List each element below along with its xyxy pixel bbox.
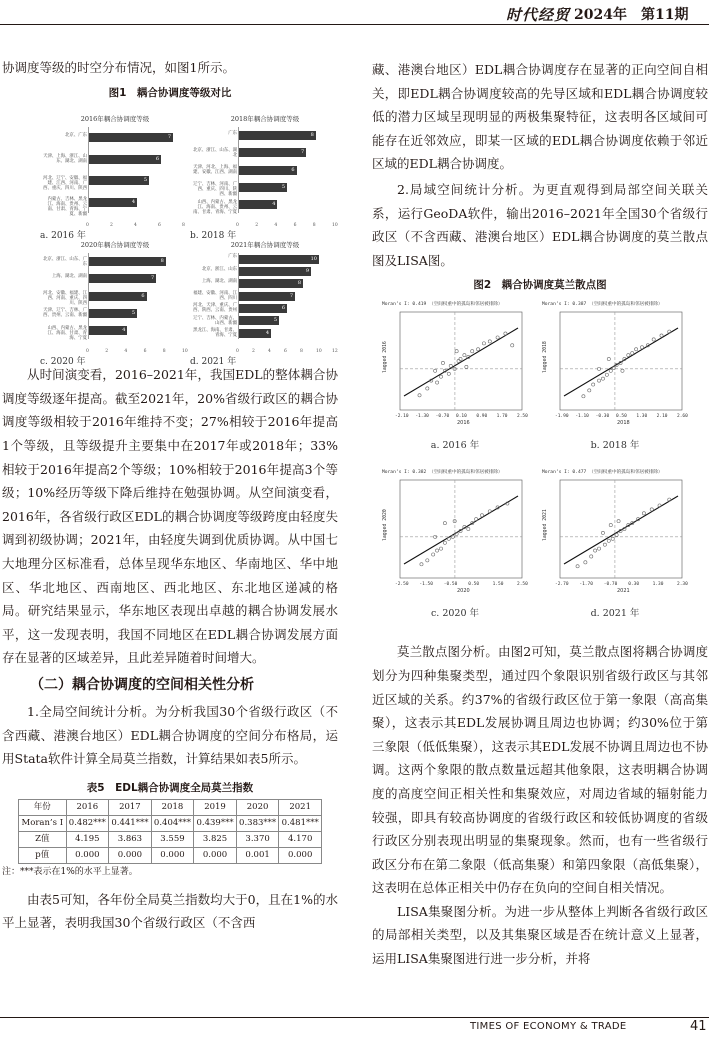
header-rule: [0, 24, 709, 25]
bar-value-label: 4: [265, 329, 269, 336]
bar: [239, 316, 279, 325]
data-point: [426, 387, 429, 390]
bar: [239, 166, 297, 175]
data-point: [594, 549, 597, 552]
table-cell: 0.481***: [279, 815, 322, 831]
data-point: [609, 524, 612, 527]
bar-value-label: 7: [167, 134, 171, 141]
scatter-plot: [540, 466, 690, 601]
x-tick-label: 4: [274, 223, 278, 229]
x-tick-label: -0.30: [595, 414, 610, 420]
bar-category-label: 河北、天津、重庆、广西、陕西、云南、贵州: [193, 303, 237, 314]
bar-value-label: 6: [291, 166, 295, 173]
data-point: [443, 541, 446, 544]
x-tick-label: 0.50: [616, 414, 627, 420]
bar: [89, 274, 156, 283]
bar: [239, 148, 306, 157]
data-point: [650, 508, 653, 511]
x-tick-label: -0.70: [603, 582, 618, 588]
bar-value-label: 10: [310, 255, 317, 262]
bar-value-label: 7: [289, 292, 293, 299]
table-cell: 0.000: [151, 847, 194, 863]
x-tick-label: -0.50: [443, 582, 458, 588]
table-header-cell: 2017: [109, 799, 152, 815]
bar: [89, 309, 137, 318]
bar-category-label: 黑龙江、海南、甘肃、青海、宁夏: [193, 328, 237, 339]
x-axis: [236, 339, 338, 355]
figure1-bar-charts: [2, 109, 338, 368]
bar-category-label: 上海、湖北、湖南: [51, 273, 87, 279]
data-point: [588, 389, 591, 392]
journal-name: 时代经贸: [506, 6, 571, 24]
paragraph-scatter-analysis: 莫兰散点图分析。由图2可知，莫兰散点图将耦合协调度划分为四种集聚类型，通过四个象限识别省级行政区与其邻近区域的关系。约37%的省级行政区位于第一象限（高高集聚），这表示其EDL发展协调且周边也协调；约30%位于第三象限（低低集聚），这表示其EDL发展不协调且周边也不协调。这两个象限的散点数量远超其他象限，这表明耦合协调度的高度空间正相关性和集聚效应，对周边省域的辐射能力较强，即具有较高协调度的省级行政区和较低协调度的省级行政区分别表现出明显的集聚现象。然而，也有一些省级行政区分布在第二象限（低高集聚）和第四象限（高低集聚），这表明在总体正相关中仍存在负向的空间自相关情况。: [372, 644, 708, 896]
scatter-plot: [380, 298, 530, 433]
data-point: [449, 365, 452, 368]
x-tick-label: 0.90: [476, 414, 488, 420]
x-tick-label: 1.70: [496, 414, 508, 420]
x-tick-label: 10: [332, 223, 338, 229]
bar-value-label: 5: [273, 317, 277, 324]
data-point: [488, 340, 491, 343]
figure2-caption: 图2 耦合协调度莫兰散点图: [473, 279, 607, 292]
panel-label: d. 2021 年: [190, 357, 237, 368]
x-tick-label: 4: [134, 223, 137, 229]
bar-area: [193, 127, 335, 215]
x-tick-label: 0.10: [456, 414, 467, 420]
plot-frame: [560, 480, 682, 578]
x-tick-label: 2.60: [677, 414, 688, 420]
data-point: [435, 549, 438, 552]
bar: [89, 133, 173, 142]
panel-label: c. 2020 年: [40, 357, 86, 368]
footer-rule: [0, 1017, 709, 1018]
x-tick-label: 2: [105, 349, 109, 355]
table-cell: 4.195: [66, 831, 109, 847]
x-tick-label: 8: [312, 223, 316, 229]
bar: [239, 183, 287, 192]
x-tick-label: -1.10: [575, 414, 589, 420]
bar: [89, 292, 147, 301]
bar-category-label: 山西、内蒙古、黑龙江、海南、贵州、云南、甘肃、青海、宁夏: [193, 199, 237, 215]
scatter-plot: [380, 466, 530, 601]
table-cell: 3.825: [194, 831, 237, 847]
x-axis-label: 2016: [457, 420, 470, 427]
x-tick-label: 0: [86, 223, 89, 229]
bar-category-label: 广东: [228, 130, 237, 136]
paragraph-lisa-analysis: LISA集聚图分析。为进一步从整体上判断各省级行政区的局部相关类型，以及其集聚区域是否在统计意义上显著，运用LISA集聚图进行进一步分析，并将: [372, 903, 708, 967]
x-tick-label: 4: [268, 349, 271, 355]
bar-category-label: 河北、安徽、福建、江西、河南、重庆、四川、陕西: [43, 291, 87, 307]
moran-scatter-panel: [380, 466, 530, 620]
table-row: [19, 847, 322, 863]
bar-area: [43, 127, 185, 218]
table-cell: p值: [19, 847, 67, 863]
bar-value-label: 5: [281, 183, 285, 190]
data-point: [642, 512, 645, 515]
table-cell: 0.383***: [236, 815, 279, 831]
table-cell: 0.000: [66, 847, 109, 863]
bar-value-label: 5: [143, 177, 147, 184]
bar-category-label: 福建、安徽、河南、江西、四川: [193, 291, 237, 302]
table-cell: 0.001: [236, 847, 279, 863]
data-point: [457, 360, 460, 363]
bar-category-label: 辽宁、吉林、河南、广西、重庆、四川、陕西、新疆: [193, 182, 237, 198]
x-tick-label: -0.70: [435, 414, 450, 420]
bar: [89, 198, 137, 207]
x-tick-label: 8: [300, 349, 303, 355]
regression-line: [564, 328, 678, 396]
bar: [239, 279, 303, 288]
bar-value-label: 4: [122, 327, 126, 334]
x-tick-label: -1.90: [555, 414, 569, 420]
table-header-cell: 2019: [194, 799, 237, 815]
data-point: [476, 348, 479, 351]
table5-caption: 表5 EDL耦合协调度全局莫兰指数: [86, 781, 254, 794]
data-point: [597, 547, 600, 550]
bar-category-label: 北京、浙江、山东、广东: [43, 256, 87, 267]
bar-chart-title: 2018年耦合协调度等级: [230, 115, 300, 124]
panel-label: a. 2016 年: [40, 231, 86, 242]
data-point: [592, 383, 595, 386]
table-header-cell: 2021: [279, 799, 322, 815]
bar-value-label: 6: [141, 292, 145, 299]
paragraph-continuation: 藏、港澳台地区）EDL耦合协调度存在显著的正向空间自相关，即EDL耦合协调度较高的先导区域和EDL耦合协调度较低的潜力区域呈现明显的两极集聚特征，这表明各区域间可能存在近邻效应，即某一区域的EDL耦合协调度依赖于邻近区域的EDL耦合协调度。: [372, 62, 708, 172]
x-axis-label: 2018: [617, 420, 630, 427]
x-tick-label: 2.10: [656, 414, 668, 420]
data-point: [459, 358, 462, 361]
table-cell: 4.170: [279, 831, 322, 847]
paragraph-intro: 协调度等级的时空分布情况，如图1所示。: [2, 60, 235, 75]
moran-index-label: Moran’s I: 0.477 （空间权重中的孤岛和邻居被排除）: [542, 470, 663, 476]
data-point: [439, 547, 442, 550]
data-point: [426, 559, 429, 562]
panel-label: a. 2016 年: [430, 440, 480, 452]
figure1-caption: 图1 耦合协调度等级对比: [108, 86, 232, 99]
table-cell: 3.559: [151, 831, 194, 847]
x-tick-label: -1.50: [419, 582, 433, 588]
regression-line: [404, 496, 518, 564]
bar: [239, 292, 295, 301]
bar-chart-panel: [190, 115, 340, 242]
x-axis-label: 2021: [617, 588, 630, 595]
paragraph-local-stats: 2.局域空间统计分析。为更直观得到局部空间关联关系，运行GeoDA软件，输出2016–2021年全国30个省级行政区（不含西藏、港澳台地区）EDL耦合协调度的莫兰散点图及LISA图。: [372, 181, 708, 268]
data-point: [439, 375, 442, 378]
data-point: [420, 563, 423, 566]
x-tick-label: 10: [182, 349, 188, 355]
plot-frame: [400, 480, 522, 578]
bar-value-label: 6: [281, 304, 285, 311]
x-tick-label: 6: [284, 349, 287, 355]
x-tick-label: 0: [86, 349, 89, 355]
x-axis: [86, 213, 185, 229]
x-tick-label: -1.30: [415, 414, 429, 420]
bar: [89, 176, 149, 185]
bar-category-label: 上海、湖北、湖南: [201, 278, 237, 284]
table-cell: 0.482***: [66, 815, 109, 831]
bar-category-label: 广东: [228, 254, 237, 260]
moran-index-label: Moran’s I: 0.419 （空间权重中的孤岛和邻居被排除）: [382, 302, 503, 308]
table-header-cell: 2020: [236, 799, 279, 815]
bar-value-label: 8: [160, 258, 164, 265]
x-tick-label: 0: [236, 223, 239, 229]
bar-value-label: 7: [301, 149, 305, 156]
x-tick-label: 8: [182, 223, 185, 229]
x-tick-label: 0.30: [628, 582, 640, 588]
x-tick-label: 6: [158, 223, 161, 229]
table-header-cell: 2018: [151, 799, 194, 815]
bar-value-label: 5: [131, 309, 135, 316]
data-point: [480, 514, 483, 517]
regression-line: [404, 328, 518, 396]
paragraph-table-interpretation: 由表5可知，各年份全局莫兰指数均大于0，且在1%的水平上显著，表明我国30个省级行政区（不含西: [2, 891, 338, 931]
bar-chart-title: 2016年耦合协调度等级: [80, 115, 150, 124]
data-point: [601, 532, 604, 535]
table-cell: Moran’s I: [19, 815, 67, 831]
bar-category-label: 天津、河北、上海、福建、安徽、江西、湖南: [193, 165, 237, 176]
table-header-cell: 年份: [19, 799, 67, 815]
bar-area: [193, 253, 335, 339]
data-point: [631, 352, 634, 355]
x-tick-label: 1.30: [652, 582, 664, 588]
data-point: [652, 338, 655, 341]
bar-category-label: 北京、广东: [65, 132, 87, 138]
x-tick-label: 2.50: [517, 414, 528, 420]
left-column: [2, 60, 338, 935]
data-point: [471, 350, 474, 353]
bar: [89, 257, 166, 266]
table-cell: 0.439***: [194, 815, 237, 831]
data-point: [496, 336, 499, 339]
x-tick-label: 6: [143, 349, 147, 355]
data-point: [441, 362, 444, 365]
right-column: [372, 58, 708, 971]
table-cell: Z值: [19, 831, 67, 847]
x-tick-label: 2.50: [517, 582, 528, 588]
journal-english-name: TIMES OF ECONOMY & TRADE: [470, 1021, 627, 1032]
x-tick-label: 1.30: [636, 414, 648, 420]
table-header-row: [19, 799, 322, 815]
paragraph-global-stats: 1.全局空间统计分析。为分析我国30个省级行政区（不含西藏、港澳台地区）EDL耦合协调度的空间分布格局，运用Stata软件计算全局莫兰指数，计算结果如表5所示。: [2, 703, 338, 767]
x-axis: [236, 213, 338, 229]
data-point: [607, 540, 610, 543]
plot-frame: [400, 312, 522, 410]
data-point: [465, 366, 468, 369]
bar-chart-panel: [40, 115, 190, 242]
bar: [239, 267, 311, 276]
data-point: [607, 358, 610, 361]
y-axis-label: lagged 2020: [383, 509, 388, 542]
x-tick-label: 1.50: [492, 582, 504, 588]
y-axis-label: lagged 2016: [383, 341, 388, 374]
data-point: [605, 373, 608, 376]
bar-chart-title: 2020年耦合协调度等级: [80, 241, 150, 250]
bar-chart-title: 2021年耦合协调度等级: [230, 241, 300, 250]
x-tick-label: 10: [316, 349, 322, 355]
panel-label: b. 2018 年: [190, 231, 237, 242]
data-point: [467, 528, 470, 531]
bar: [89, 155, 161, 164]
data-point: [597, 379, 600, 382]
y-axis-label: lagged 2018: [543, 341, 548, 374]
x-tick-label: -1.70: [579, 582, 593, 588]
bar: [239, 200, 277, 209]
data-point: [584, 561, 587, 564]
bar-category-label: 河北、辽宁、安徽、福建、江西、河南、广西、重庆、四川、陕西: [43, 175, 87, 191]
x-tick-label: 0.50: [468, 582, 480, 588]
plot-frame: [560, 312, 682, 410]
data-point: [611, 538, 614, 541]
data-point: [627, 354, 630, 357]
data-point: [590, 555, 593, 558]
bar-value-label: 8: [297, 280, 301, 287]
data-point: [443, 522, 446, 525]
x-tick-label: 2.30: [677, 582, 688, 588]
data-point: [447, 372, 450, 375]
section-heading: （二）耦合协调度的空间相关性分析: [30, 676, 254, 693]
figure2-moran-scatterplots: [372, 296, 708, 634]
x-tick-label: 2: [110, 223, 113, 229]
data-point: [511, 344, 514, 347]
panel-label: c. 2020 年: [430, 608, 480, 620]
page-number: 41: [690, 1019, 707, 1034]
table-cell: 3.370: [236, 831, 279, 847]
data-point: [603, 543, 606, 546]
table-cell: 0.404***: [151, 815, 194, 831]
bar-value-label: 8: [310, 132, 314, 139]
x-tick-label: 0: [236, 349, 239, 355]
data-point: [504, 332, 507, 335]
bar: [239, 255, 319, 264]
x-axis: [86, 339, 188, 355]
moran-index-label: Moran’s I: 0.387 （空间权重中的孤岛和邻居被排除）: [542, 302, 663, 308]
table-cell: 0.441***: [109, 815, 152, 831]
x-tick-label: 12: [332, 349, 338, 355]
page-header: [0, 0, 709, 24]
x-tick-label: 6: [293, 223, 297, 229]
x-tick-label: 8: [162, 349, 166, 355]
bar-category-label: 天津、辽宁、吉林、广西、贵州、云南、新疆: [43, 308, 87, 319]
panel-label: b. 2018 年: [590, 440, 640, 452]
data-point: [640, 346, 643, 349]
y-axis-label: lagged 2021: [543, 509, 548, 542]
bar-category-label: 辽宁、吉林、内蒙古、山西、新疆: [193, 315, 237, 326]
bar: [89, 326, 127, 335]
data-point: [617, 520, 620, 523]
data-point: [582, 395, 585, 398]
moran-scatter-panel: [540, 298, 690, 452]
table-cell: 0.000: [194, 847, 237, 863]
bar-category-label: 山西、内蒙古、黑龙江、海南、甘肃、青海、宁夏: [47, 325, 87, 341]
data-point: [432, 553, 435, 556]
x-tick-label: -2.70: [555, 582, 569, 588]
bar-value-label: 4: [131, 198, 135, 205]
data-point: [621, 370, 624, 373]
bar-value-label: 4: [272, 201, 276, 208]
bar-area: [43, 253, 185, 341]
bar-value-label: 9: [305, 268, 309, 275]
data-point: [435, 381, 438, 384]
x-tick-label: 4: [124, 349, 128, 355]
bar-category-label: 北京、浙江、山东、湖北: [193, 147, 237, 158]
x-tick-label: 2: [252, 349, 255, 355]
data-point: [635, 348, 638, 351]
table-cell: 0.000: [109, 847, 152, 863]
bar-chart-panel: [190, 241, 340, 368]
data-point: [576, 565, 579, 568]
scatter-plot: [540, 298, 690, 433]
data-point: [601, 377, 604, 380]
bar: [239, 304, 287, 313]
table-header-cell: 2016: [66, 799, 109, 815]
table-row: [19, 831, 322, 847]
table-cell: 0.000: [279, 847, 322, 863]
data-point: [475, 518, 478, 521]
moran-scatter-panel: [380, 298, 530, 452]
table5: [18, 799, 322, 864]
data-point: [463, 354, 466, 357]
bar: [239, 131, 316, 140]
bar-chart-panel: [40, 241, 190, 368]
data-point: [609, 370, 612, 373]
table-note: 注：***表示在1%的水平上显著。: [2, 866, 138, 877]
bar-value-label: 6: [155, 155, 159, 162]
bar-category-label: 北京、浙江、山东: [201, 266, 237, 272]
bar: [239, 329, 271, 338]
data-point: [418, 394, 421, 397]
x-axis-label: 2020: [457, 588, 470, 595]
moran-index-label: Moran’s I: 0.382 （空间权重中的孤岛和邻居被排除）: [382, 470, 503, 476]
x-tick-label: -2.50: [395, 582, 409, 588]
data-point: [434, 370, 437, 373]
bar-category-label: 内蒙古、吉林、黑龙江、海南、贵州、云南、甘肃、青海、宁夏、新疆: [47, 197, 87, 218]
data-point: [660, 334, 663, 337]
data-point: [482, 342, 485, 345]
table-row: [19, 815, 322, 831]
x-tick-label: -2.10: [395, 414, 409, 420]
bar-category-label: 天津、上海、浙江、山东、湖北、湖南: [43, 154, 87, 165]
bar-value-label: 7: [151, 275, 155, 282]
data-point: [455, 350, 458, 353]
paragraph-temporal: 从时间演变看，2016–2021年，我国EDL的整体耦合协调度等级逐年提高。截至2021年，20%省级行政区的耦合协调度等级相较于2016年维持不变；27%相较于2016年提高1个等级，且等级提升主要集中在2017年或2018年；33%相较于2016年提高2个等级；10%相较于2016年提高3个等级；10%经历等级下降后维持在勉强协调。从空间演变看，2016年，各省级行政区EDL的耦合协调度等级跨度由轻度失调到初级协调；2021年，由轻度失调到优质协调。从中国七大地理分区标准看，总体呈现华东地区、华南地区、华中地区、华北地区、西南地区、西北地区、东北地区递减的格局。研究结果显示，华东地区表现出卓越的耦合协调发展水平，这一发现表明，我国不同地区在EDL耦合协调发展方面存在显著的区域差异，且此差异随着时间增大。: [2, 367, 338, 666]
x-tick-label: 2: [255, 223, 259, 229]
issue-number: 2024年 第11期: [574, 7, 689, 23]
panel-label: d. 2021 年: [590, 608, 640, 620]
table-cell: 3.863: [109, 831, 152, 847]
moran-scatter-panel: [540, 466, 690, 620]
data-point: [615, 534, 618, 537]
